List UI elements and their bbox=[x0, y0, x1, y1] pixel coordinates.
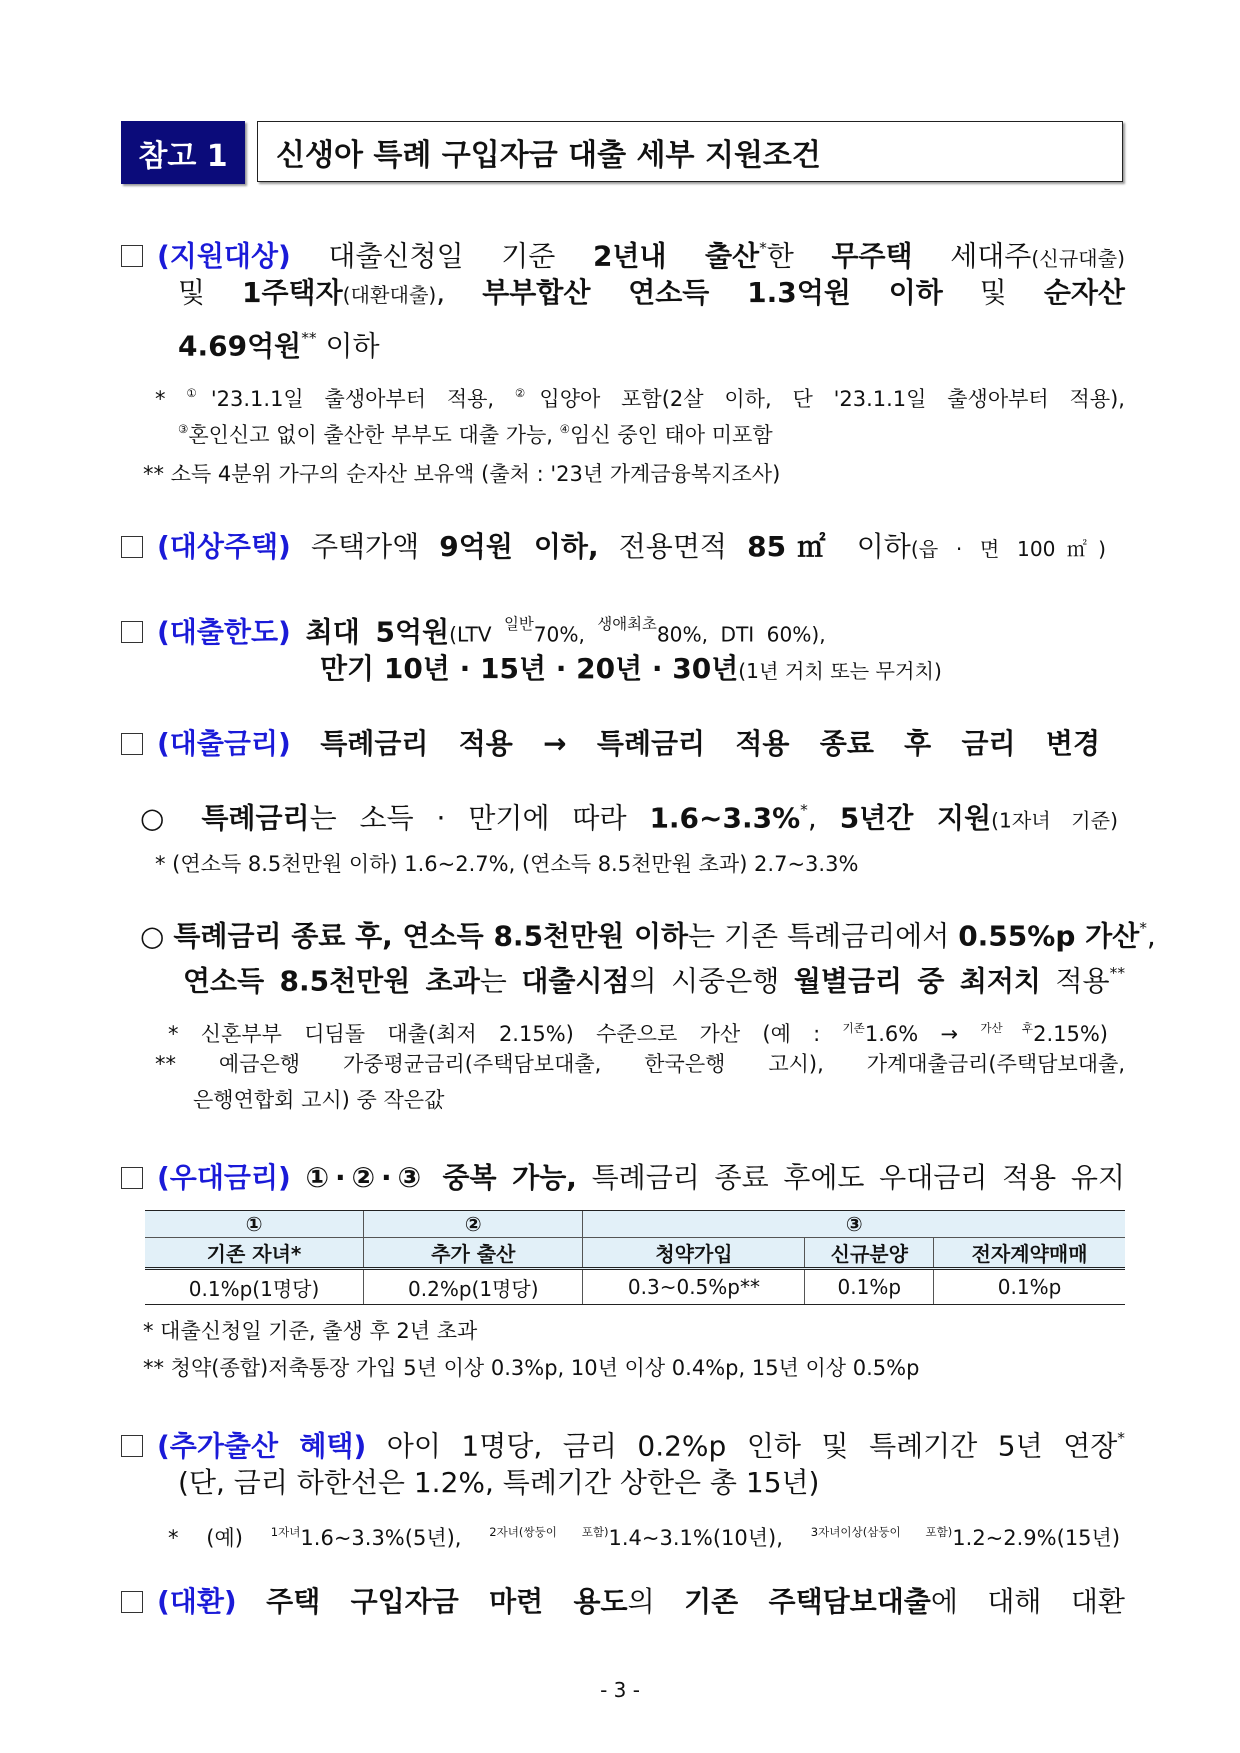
text-segment: 아이 1명당, 금리 0.2%p 인하 및 특례기간 5년 연장 bbox=[366, 1429, 1118, 1463]
text-segment: 3자녀이상(삼둥이 포함) bbox=[810, 1525, 953, 1539]
text-segment: (읍 · 면 100㎡) bbox=[910, 537, 1106, 561]
reference-tag: 참고 1 bbox=[121, 121, 245, 184]
text-segment: * bbox=[1117, 1429, 1125, 1447]
text-segment: ③ bbox=[178, 422, 189, 436]
text-segment: 1.6~3.3%(5년), bbox=[300, 1526, 490, 1551]
text-segment: 월별금리 중 최저치 bbox=[793, 964, 1041, 998]
text-segment: 은행연합회 고시) 중 작은값 bbox=[193, 1088, 445, 1112]
checkbox-bullet-icon bbox=[121, 1167, 143, 1189]
text-segment: 특례금리 적용 → 특례금리 적용 종료 후 금리 변경 bbox=[320, 727, 1100, 760]
text-segment: (대환대출) bbox=[342, 283, 437, 307]
text-segment: 5년간 지원 bbox=[839, 801, 992, 835]
column-header: 전자계약매매 bbox=[934, 1238, 1125, 1269]
text-segment: (단, 금리 하한선은 1.2%, 특례기간 상한은 총 15년) bbox=[178, 1466, 820, 1499]
checkbox-bullet-icon bbox=[121, 245, 143, 267]
text-segment: , bbox=[1146, 919, 1156, 953]
preferential-rate-table bbox=[145, 1210, 1125, 1305]
text-line-n2 bbox=[178, 408, 773, 450]
text-segment: '23.1.1일 출생아부터 적용, bbox=[210, 387, 515, 412]
text-segment: 4.69억원 bbox=[178, 329, 302, 363]
table-cell: 0.2%p(1명당) bbox=[364, 1269, 583, 1305]
text-line-l12 bbox=[121, 1417, 1125, 1463]
text-segment: 전용면적 bbox=[598, 530, 748, 563]
page-title: 신생아 특례 구입자금 대출 세부 지원조건 bbox=[257, 121, 1123, 182]
text-segment: 임신 중인 태아 미포함 bbox=[570, 423, 773, 448]
table-cell: 0.1%p bbox=[805, 1269, 934, 1305]
table-cell: 0.1%p bbox=[934, 1269, 1125, 1305]
text-segment bbox=[291, 1161, 306, 1194]
text-segment: 주택가액 bbox=[290, 530, 440, 563]
checkbox-bullet-icon bbox=[121, 1435, 143, 1457]
text-segment: , bbox=[436, 276, 483, 309]
text-segment: 는 소득 · 만기에 따라 bbox=[309, 801, 650, 835]
text-segment: ** 예금은행 가중평균금리(주택담보대출, 한국은행 고시), 가계대출금리(주택담보대출, bbox=[155, 1052, 1125, 1076]
text-segment: 연소득 8.5천만원 초과 bbox=[183, 964, 480, 998]
text-segment: 무주택 bbox=[831, 239, 913, 273]
text-segment: * bbox=[759, 239, 767, 257]
text-segment: , bbox=[807, 801, 840, 835]
group-header: ② bbox=[364, 1211, 583, 1238]
text-segment: 가산 후 bbox=[980, 1021, 1034, 1035]
table-cell: 0.3~0.5%p** bbox=[583, 1269, 805, 1305]
text-segment: 1.4~3.1%(10년), bbox=[608, 1526, 811, 1551]
text-segment: * 신혼부부 디딤돌 대출(최저 2.15%) 수준으로 가산 (예 : bbox=[168, 1022, 843, 1047]
text-segment: 0.55%p 가산 bbox=[958, 919, 1140, 953]
text-segment: 의 시중은행 bbox=[629, 964, 794, 998]
text-segment: 입양아 포함(2살 이하, 단 '23.1.1일 출생아부터 적용), bbox=[539, 387, 1125, 412]
column-header: 추가 출산 bbox=[364, 1238, 583, 1269]
text-segment: 이하 bbox=[316, 329, 380, 363]
text-segment bbox=[237, 1585, 266, 1618]
section-label: (우대금리) bbox=[157, 1161, 291, 1194]
section-label: (대상주택) bbox=[157, 530, 291, 563]
checkbox-bullet-icon bbox=[121, 621, 143, 643]
text-segment: 1주택자 bbox=[242, 276, 343, 309]
text-segment: 순자산 bbox=[1043, 276, 1125, 309]
text-segment: * (연소득 8.5천만원 이하) 1.6~2.7%, (연소득 8.5천만원 초과) 2.7~3.3% bbox=[155, 852, 859, 876]
text-line-n4 bbox=[155, 843, 858, 885]
text-line-n8 bbox=[143, 1310, 477, 1352]
checkbox-bullet-icon bbox=[121, 1591, 143, 1613]
text-line-n7 bbox=[193, 1079, 444, 1121]
text-line-l13 bbox=[178, 1462, 820, 1504]
text-segment: * bbox=[800, 801, 808, 819]
text-segment: 혼인신고 없이 출산한 부부도 대출 가능, bbox=[188, 423, 560, 448]
text-segment: 기존 주택담보대출 bbox=[684, 1585, 931, 1618]
text-segment: 85㎡ bbox=[747, 530, 837, 563]
text-line-l2 bbox=[178, 272, 1125, 314]
text-line-l7 bbox=[121, 723, 1100, 765]
text-line-l10 bbox=[183, 952, 1126, 998]
text-segment: ①·②·③ 중복 가능, bbox=[305, 1161, 577, 1194]
section-label: (대출한도) bbox=[157, 615, 291, 649]
text-segment: ** bbox=[1109, 964, 1126, 982]
text-segment: ** bbox=[301, 329, 317, 347]
section-label: (대출금리) bbox=[157, 727, 291, 760]
section-label: (대환) bbox=[157, 1585, 237, 1618]
text-segment: (LTV bbox=[449, 622, 504, 647]
text-segment: 70%, bbox=[533, 622, 598, 647]
text-segment: 의 bbox=[627, 1585, 685, 1618]
text-segment: 대출시점 bbox=[521, 964, 630, 998]
text-segment: * 대출신청일 기준, 출생 후 2년 초과 bbox=[143, 1319, 478, 1343]
text-segment: 는 기존 특례금리에서 bbox=[688, 919, 959, 953]
text-line-l1 bbox=[121, 227, 1125, 273]
text-segment: 대출신청일 기준 bbox=[290, 239, 593, 273]
text-line-l8 bbox=[140, 789, 1118, 835]
column-header: 기존 자녀* bbox=[145, 1238, 364, 1269]
section-label: (추가출산 혜택) bbox=[157, 1429, 367, 1463]
text-line-n9 bbox=[143, 1347, 919, 1389]
text-segment: 1.6% → bbox=[864, 1022, 981, 1047]
text-line-l4 bbox=[121, 526, 1106, 568]
text-segment: * (예) bbox=[168, 1526, 271, 1551]
text-segment: 특례금리 종료 후에도 우대금리 적용 유지 bbox=[576, 1161, 1125, 1194]
text-segment: 적용 bbox=[1040, 964, 1110, 998]
text-line-l14 bbox=[121, 1581, 1125, 1623]
text-segment: 생애최초 bbox=[597, 615, 657, 633]
text-segment: 특례금리 bbox=[201, 801, 310, 835]
text-segment: ** 청약(종합)저축통장 가입 5년 이상 0.3%p, 10년 이상 0.4%p, 15년 이상 0.5%p bbox=[143, 1356, 920, 1380]
text-segment: 기존 bbox=[842, 1021, 865, 1035]
checkbox-bullet-icon bbox=[121, 733, 143, 755]
text-segment: 최대 5억원 bbox=[305, 615, 450, 649]
text-segment: 및 bbox=[942, 276, 1044, 309]
text-segment: (1년 거치 또는 무거치) bbox=[738, 659, 942, 683]
text-line-n3 bbox=[143, 453, 780, 495]
text-segment: 1자녀 bbox=[270, 1525, 301, 1539]
text-segment: ② bbox=[514, 386, 540, 400]
text-line-l6 bbox=[320, 648, 942, 690]
text-segment: ○ bbox=[140, 801, 202, 835]
text-segment: 2.15%) bbox=[1033, 1022, 1108, 1047]
text-segment: 1.2~2.9%(15년) bbox=[952, 1526, 1121, 1551]
text-segment: ○ bbox=[140, 919, 174, 953]
text-segment: 9억원 이하, bbox=[439, 530, 599, 563]
group-header: ③ bbox=[583, 1211, 1125, 1238]
text-segment: 는 bbox=[479, 964, 522, 998]
checkbox-bullet-icon bbox=[121, 536, 143, 558]
text-segment: ** 소득 4분위 가구의 순자산 보유액 (출처 : '23년 가계금융복지조사) bbox=[143, 462, 781, 486]
text-segment: 에 대해 대환 bbox=[930, 1585, 1125, 1618]
text-line-n10 bbox=[168, 1511, 1120, 1553]
text-segment: (신규대출) bbox=[1031, 246, 1125, 271]
text-segment: 및 bbox=[178, 276, 243, 309]
column-header: 청약가입 bbox=[583, 1238, 805, 1269]
text-segment: 특례금리 종료 후, 연소득 8.5천만원 이하 bbox=[173, 919, 689, 953]
page-number: - 3 - bbox=[600, 1678, 640, 1702]
text-segment: ④ bbox=[559, 422, 571, 436]
group-header: ① bbox=[145, 1211, 364, 1238]
text-segment: 2자녀(쌍둥이 포함) bbox=[489, 1525, 609, 1539]
text-segment: 1.6~3.3% bbox=[649, 801, 801, 835]
text-segment: 주택 구입자금 마련 용도 bbox=[266, 1585, 628, 1618]
text-segment: 세대주 bbox=[912, 239, 1032, 273]
text-segment: 일반 bbox=[503, 615, 534, 633]
text-line-l11 bbox=[121, 1157, 1125, 1199]
column-header: 신규분양 bbox=[805, 1238, 934, 1269]
text-segment: 만기 10년 · 15년 · 20년 · 30년 bbox=[320, 652, 739, 685]
text-line-l9 bbox=[140, 907, 1156, 953]
text-segment: 80%, DTI 60%), bbox=[656, 622, 826, 647]
text-segment bbox=[291, 615, 306, 648]
text-segment: 부부합산 연소득 1.3억원 이하 bbox=[482, 276, 943, 309]
text-segment bbox=[291, 727, 320, 760]
table-cell: 0.1%p(1명당) bbox=[145, 1269, 364, 1305]
text-segment: 한 bbox=[766, 239, 832, 273]
text-segment: ① bbox=[186, 386, 211, 400]
text-line-l5 bbox=[121, 603, 826, 649]
text-segment: * bbox=[155, 387, 187, 412]
text-segment: * bbox=[1139, 919, 1147, 937]
section-label: (지원대상) bbox=[157, 239, 291, 273]
text-line-l3 bbox=[178, 317, 380, 363]
text-segment: 2년내 출산 bbox=[592, 239, 760, 273]
text-segment: (1자녀 기준) bbox=[991, 808, 1118, 833]
text-segment: 이하 bbox=[836, 530, 911, 563]
